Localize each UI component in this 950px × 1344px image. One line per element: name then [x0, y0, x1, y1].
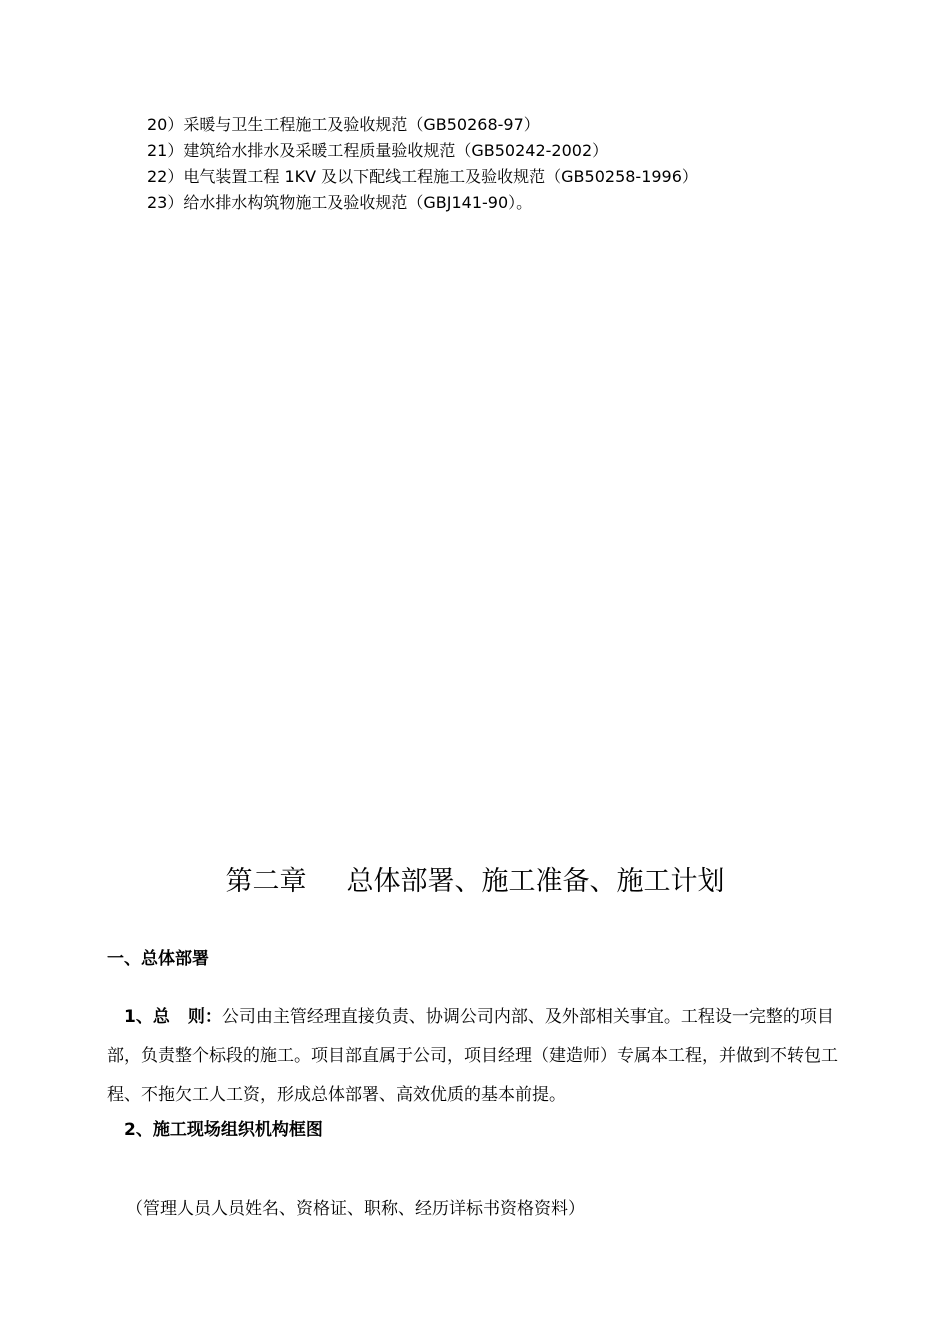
paragraph-lead: [107, 1007, 222, 1027]
section-heading: 一、总体部署: [107, 949, 209, 969]
lead-number: 1、总: [124, 1007, 170, 1027]
list-item: 23）给水排水构筑物施工及验收规范（GBJ141-90）。: [147, 193, 533, 212]
standards-list: [147, 112, 698, 216]
sub-heading: 2、施工现场组织机构框图: [124, 1120, 323, 1140]
general-principles-paragraph: [107, 998, 852, 1115]
lead-tail: 则：: [187, 1007, 222, 1027]
chapter-number: 第二章: [225, 866, 307, 897]
chapter-title: [0, 862, 950, 902]
paragraph-body: 公司由主管经理直接负责、协调公司内部、及外部相关事宜。工程设一完整的项目部，负责整个标段的施工。项目部直属于公司，项目经理（建造师）专属本工程，并做到不转包工程、不拖欠工人工资，形成总体部署、高效优质的基本前提。: [107, 1007, 838, 1105]
chapter-name: 总体部署、施工准备、施工计划: [346, 866, 725, 897]
list-item: 20）采暖与卫生工程施工及验收规范（GB50268-97）: [147, 115, 540, 134]
list-item: 21）建筑给水排水及采暖工程质量验收规范（GB50242-2002）: [147, 141, 609, 160]
list-item: 22）电气装置工程 1KV 及以下配线工程施工及验收规范（GB50258-1996）: [147, 167, 698, 186]
note-text: （管理人员人员姓名、资格证、职称、经历详标书资格资料）: [126, 1199, 585, 1219]
